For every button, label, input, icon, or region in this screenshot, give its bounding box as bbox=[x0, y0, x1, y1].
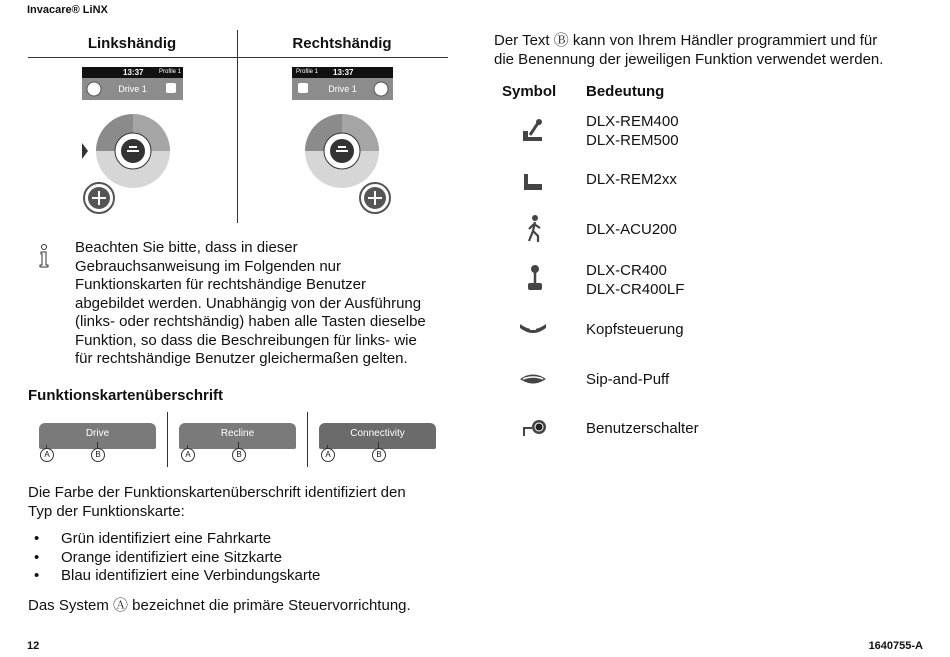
symbol-meaning: DLX-REM400 DLX-REM500 bbox=[586, 113, 679, 149]
table-divider bbox=[237, 30, 238, 223]
symbol-meaning: Sip-and-Puff bbox=[586, 371, 670, 388]
info-icon bbox=[37, 243, 51, 269]
walking-person-icon bbox=[520, 214, 550, 244]
column-heading-right: Rechtshändig bbox=[292, 35, 392, 52]
document-header: Invacare® LiNX bbox=[27, 4, 108, 16]
symbol-column-heading: Symbol bbox=[502, 83, 557, 100]
head-control-icon bbox=[518, 314, 548, 344]
sip-and-puff-icon bbox=[518, 364, 548, 394]
system-note: Das System Ⓐ bezeichnet die primäre Steuervorrichtung. bbox=[28, 597, 411, 614]
marker-b: B bbox=[372, 448, 386, 462]
marker-b: B bbox=[91, 448, 105, 462]
document-id: 1640755-A bbox=[868, 640, 923, 652]
function-card-examples bbox=[28, 412, 448, 470]
symbol-meaning: DLX-CR400 DLX-CR400LF bbox=[586, 262, 685, 298]
right-hand-device-screen bbox=[292, 67, 393, 214]
list-item: • Orange identifiziert eine Sitzkarte bbox=[28, 549, 448, 568]
list-item: • Blau identifiziert eine Verbindungskarte bbox=[28, 567, 448, 586]
symbol-meaning: DLX-ACU200 bbox=[586, 221, 677, 238]
card-header-drive: Drive bbox=[39, 423, 156, 449]
marker-a: A bbox=[321, 448, 335, 462]
symbol-meaning: Kopfsteuerung bbox=[586, 321, 684, 338]
left-hand-device-screen bbox=[82, 67, 183, 214]
device-mode-label: Drive 1 bbox=[118, 84, 147, 94]
marker-a: A bbox=[181, 448, 195, 462]
color-list bbox=[28, 530, 448, 586]
list-item: • Grün identifiziert eine Fahrkarte bbox=[28, 530, 448, 549]
seat-icon bbox=[518, 166, 548, 196]
device-profile: Profile 1 bbox=[296, 69, 319, 75]
device-mode-label: Drive 1 bbox=[328, 84, 357, 94]
device-time: 13:37 bbox=[333, 68, 354, 77]
info-note: Beachten Sie bitte, dass in dieser Gebrauchsanweisung im Folgenden nur Funktionskarten für rechtshändige Benutzer abgebildet werden. Unabhängig von der Ausführung (links- oder rechtshändig) haben alle Tasten dieselbe Funktion, so dass die Beschreibungen für links- wie für rechtshändige Benutzer gleichermaßen gelten. bbox=[75, 239, 426, 367]
card-header-recline: Recline bbox=[179, 423, 296, 449]
seat-actuator-icon bbox=[518, 117, 548, 147]
device-time: 13:37 bbox=[123, 68, 144, 77]
joystick-dial bbox=[292, 67, 393, 214]
marker-b: B bbox=[232, 448, 246, 462]
joystick-dial bbox=[82, 67, 183, 214]
marker-a: A bbox=[40, 448, 54, 462]
symbol-meaning: Benutzerschalter bbox=[586, 420, 699, 437]
symbol-meaning: DLX-REM2xx bbox=[586, 171, 677, 188]
device-profile: Profile 1 bbox=[158, 69, 181, 75]
table-rule bbox=[28, 57, 448, 58]
meaning-column-heading: Bedeutung bbox=[586, 83, 665, 100]
card-header-connectivity: Connectivity bbox=[319, 423, 436, 449]
column-heading-left: Linkshändig bbox=[87, 35, 177, 52]
user-switch-icon bbox=[518, 414, 548, 444]
section-title: Funktionskartenüberschrift bbox=[28, 387, 224, 404]
text-b-note: Der Text Ⓑ kann von Ihrem Händler programmiert und für die Benennung der jeweiligen Funktion verwendet werden. bbox=[494, 32, 884, 68]
page-number: 12 bbox=[27, 640, 40, 652]
joystick-icon bbox=[520, 263, 550, 293]
color-intro: Die Farbe der Funktionskartenüberschrift identifiziert den Typ der Funktionskarte: bbox=[28, 484, 406, 520]
